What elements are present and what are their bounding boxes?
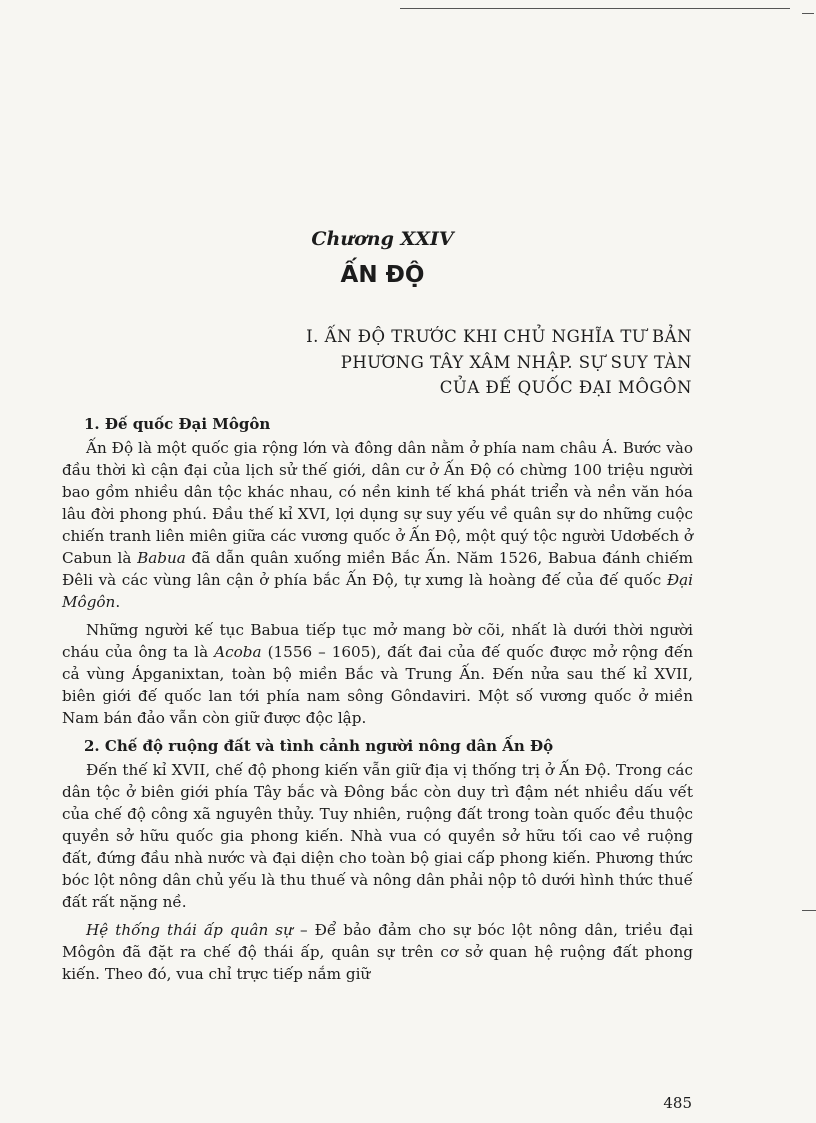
- chapter-title: ẤN ĐỘ: [340, 262, 425, 288]
- subsection-heading: 1. Đế quốc Đại Môgôn: [84, 415, 271, 433]
- chapter-label: Chương XXIV: [311, 228, 454, 250]
- term: Hệ thống thái ấp quân sự: [86, 921, 293, 939]
- person-name: Acoba: [214, 643, 262, 661]
- paragraph-text: Ấn Độ là một quốc gia rộng lớn và đông dân nằm ở phía nam châu Á. Bước vào đầu thời kì cận đại của lịch sử thế giới, dân cư ở Ấn Độ có chừng 100 triệu người bao gồm nhiều dân tộc khác nhau, có nền kinh tế khá phát triển và nền văn hóa lâu đời phong phú. Đầu thế kỉ XVI, lợi dụng sự suy yếu về quân sự do những cuộc chiến tranh liên miên giữa các vương quốc ở Ấn Độ, một quý tộc người Udơbếch ở Cabun là: [62, 439, 693, 567]
- paragraph: [62, 919, 693, 985]
- subsection-heading: 2. Chế độ ruộng đất và tình cảnh người nông dân Ấn Độ: [84, 737, 554, 755]
- scan-edge-line: [400, 8, 790, 9]
- paragraph-text: – Để bảo đảm cho sự bóc lột nông dân, triều đại Môgôn đã đặt ra chế độ thái ấp, quân sự trên cơ sở quan hệ ruộng đất phong kiến. Theo đó, vua chỉ trực tiếp nắm giữ: [62, 921, 693, 983]
- section-heading-line: CỦA ĐẾ QUỐC ĐẠI MÔGÔN: [439, 378, 692, 397]
- section-heading: [200, 324, 692, 401]
- paragraph-text: đã dẫn quân xuống miền Bắc Ấn. Năm 1526, Babua đánh chiếm Đêli và các vùng lân cận ở phía bắc Ấn Độ, tự xưng là hoàng đế của đế quốc: [62, 549, 694, 589]
- empire-name: Đại Môgôn: [62, 571, 693, 611]
- section-heading-line: I. ẤN ĐỘ TRƯỚC KHI CHỦ NGHĨA TƯ BẢN: [306, 327, 692, 346]
- page-number: 485: [663, 1094, 692, 1112]
- section-heading-line: PHƯƠNG TÂY XÂM NHẬP. SỰ SUY TÀN: [340, 352, 692, 372]
- paragraph: Đến thế kỉ XVII, chế độ phong kiến vẫn giữ địa vị thống trị ở Ấn Độ. Trong các dân tộc ở biên giới phía Tây bắc và Đông bắc còn duy trì đậm nét nhiều dấu vết của chế độ công xã nguyên thủy. Tuy nhiên, ruộng đất trong toàn quốc đều thuộc quyền sở hữu quốc gia phong kiến. Nhà vua có quyền sở hữu tối cao về ruộng đất, đứng đầu nhà nước và đại diện cho toàn bộ giai cấp phong kiến. Phương thức bóc lột nông dân chủ yếu là thu thuế và nông dân phải nộp tô dưới hình thức thuế đất rất nặng nề.: [62, 761, 693, 911]
- paragraph: [62, 619, 693, 729]
- body-content: [62, 413, 693, 991]
- scan-side-mark: [802, 910, 816, 911]
- paragraph-text: .: [115, 593, 121, 611]
- paragraph-text: (1556 – 1605), đất đai của đế quốc được mở rộng đến cả vùng Ápganixtan, toàn bộ miền Bắc và Trung Ấn. Đến nửa sau thế kỉ XVII, biên giới đế quốc lan tới phía nam sông Gôndaviri. Một số vương quốc ở miền Nam bán đảo vẫn còn giữ được độc lập.: [62, 643, 694, 727]
- person-name: Babua: [137, 549, 186, 567]
- paragraph: [62, 437, 693, 613]
- scan-edge-mark: [802, 13, 814, 14]
- paragraph-text: Những người kế tục Babua tiếp tục mở mang bờ cõi, nhất là dưới thời người cháu của ông ta là: [62, 621, 693, 661]
